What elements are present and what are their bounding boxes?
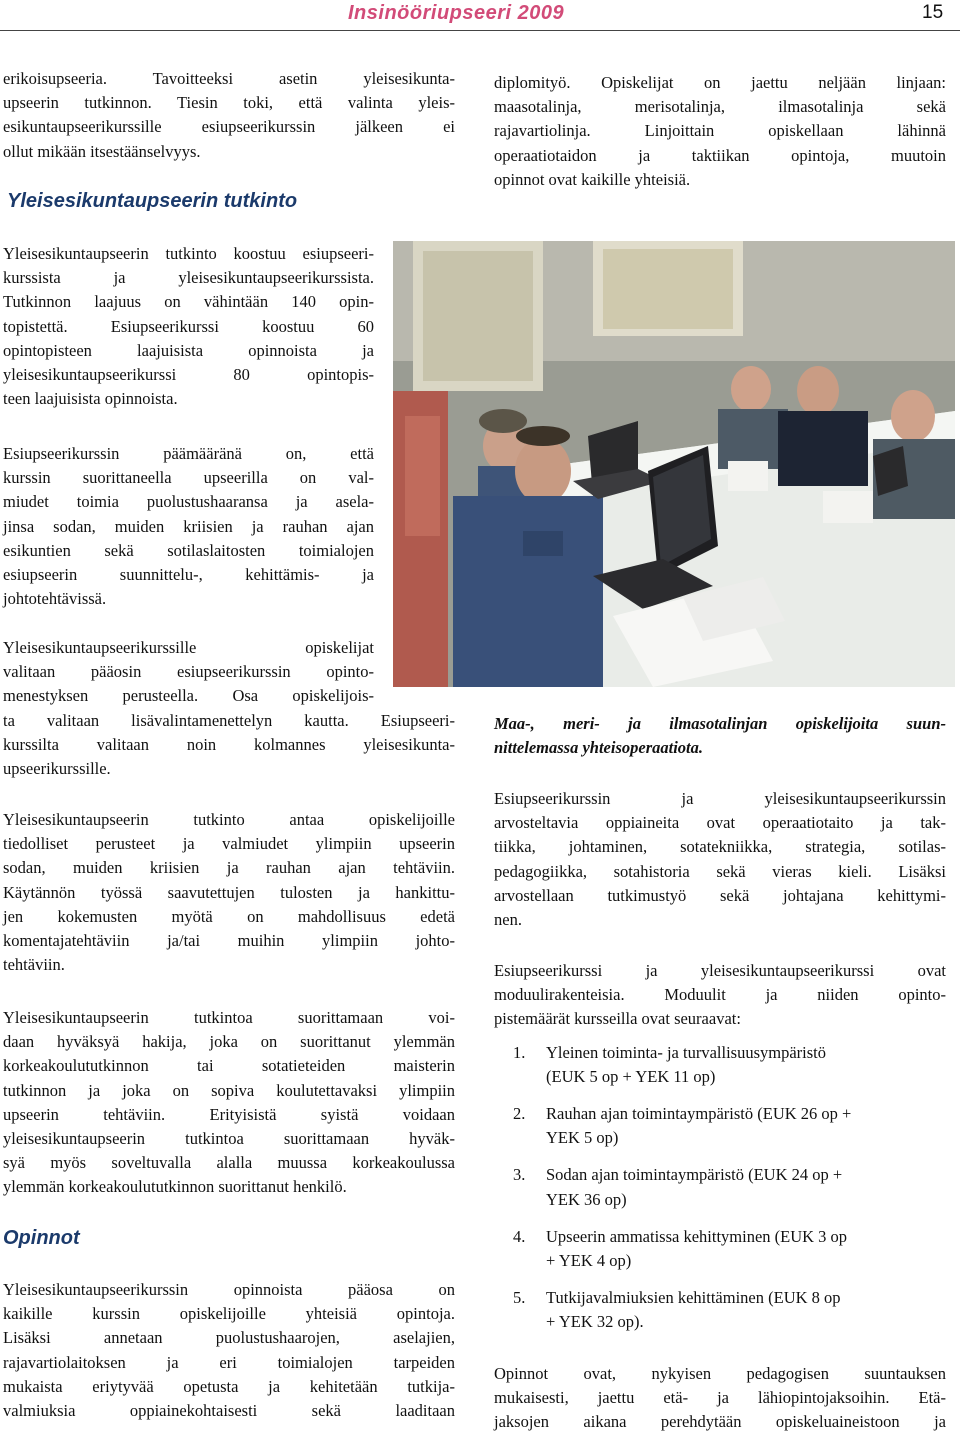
list-text: Tutkijavalmiuksien kehittäminen (EUK 8 op — [546, 1287, 841, 1307]
text-line: upseerin tutkinnon. Tiesin toki, että valinta yleis- — [3, 93, 455, 113]
paragraph — [3, 1006, 455, 1200]
text-line: Yleisesikuntaupseerin tutkinto koostuu esiupseeri- — [3, 244, 374, 263]
text-line: mukaista eriytyvää opetusta ja kehitetään tutkija- — [3, 1376, 455, 1396]
text-line: esiupseerin suunnittelu-, kehittämis- ja — [3, 565, 374, 585]
classroom-photo — [393, 241, 955, 687]
list-text: Sodan ajan toimintaympäristö (EUK 24 op + — [546, 1165, 843, 1185]
text-line: upseerikurssille. — [3, 759, 111, 779]
text-line: yleisesikuntaupseerin tutkintoa suorittamaan hyväk- — [3, 1129, 455, 1149]
text-line: nen. — [494, 910, 522, 930]
text-line: Lisäksi annetaan puolustushaarojen, aselajien, — [3, 1328, 455, 1348]
text-line: johtotehtävissä. — [3, 589, 107, 609]
list-number: 1. — [513, 1043, 526, 1062]
list-text: Yleinen toiminta- ja turvallisuusympäristö — [546, 1043, 826, 1062]
text-line: ta valitaan lisävalintamenettelyn kautta. Esiupseeri- — [3, 710, 455, 730]
list-number: 2. — [513, 1104, 526, 1124]
list-text: Upseerin ammatissa kehittyminen (EUK 3 op — [546, 1226, 848, 1246]
list-text: (EUK 5 op + YEK 11 op) — [546, 1067, 716, 1087]
page-number: 15 — [922, 2, 944, 23]
publication-title: Insinööriupseeri 2009 — [348, 2, 565, 24]
paragraph — [494, 787, 946, 932]
text-line: esikuntaupseerikurssille esiupseerikurssin jälkeen ei — [3, 117, 455, 137]
text-line: topistettä. Esiupseerikurssi koostuu 60 — [3, 316, 374, 336]
text-line: opinnot ovat kaikille yhteisiä. — [494, 169, 691, 189]
list-item — [513, 1225, 949, 1273]
list-item — [513, 1163, 949, 1211]
photo-caption — [494, 712, 946, 760]
section-heading: Opinnot — [3, 1227, 80, 1249]
text-line: opintopisteen laajuisista opinnoista ja — [3, 340, 374, 360]
text-line: menestyksen perusteella. Osa opiskelijois- — [3, 686, 374, 706]
paragraph — [494, 959, 946, 1032]
text-line: diplomityö. Opiskelijat on jaettu neljään linjaan: — [494, 73, 946, 92]
text-line: kaikille kurssin opiskelijoille yhteisiä opintoja. — [3, 1304, 455, 1324]
text-line: erikoisupseeria. Tavoitteeksi asetin yleisesikunta- — [3, 69, 455, 88]
text-line: pedagogiikka, sotahistoria sekä vieras kieli. Lisäksi — [494, 861, 946, 881]
list-text: Rauhan ajan toimintaympäristö (EUK 26 op + — [546, 1104, 852, 1124]
text-line: Opinnot ovat, nykyisen pedagogisen suuntauksen — [494, 1364, 946, 1383]
paragraph — [494, 1362, 946, 1435]
text-line: Yleisesikuntaupseerin tutkinto antaa opiskelijoille — [3, 810, 455, 829]
text-line: moduulirakenteisia. Moduulit ja niiden opinto- — [494, 985, 946, 1005]
text-line: valitaan pääosin esiupseerikurssin opinto- — [3, 662, 374, 682]
text-line: syä myös soveltuvalla alalla muussa korkeakoulussa — [3, 1153, 455, 1173]
module-list — [513, 1041, 949, 1347]
list-text: + YEK 4 op) — [546, 1250, 632, 1270]
list-text: YEK 36 op) — [546, 1189, 627, 1209]
text-line: Esiupseerikurssin päämääränä on, että — [3, 444, 374, 463]
paragraph — [3, 808, 455, 977]
text-line: kurssilta valitaan noin kolmannes yleisesikunta- — [3, 734, 455, 754]
text-line: kurssista ja yleisesikuntaupseerikurssista. — [3, 268, 374, 288]
text-line: pistemäärät kursseilla ovat seuraavat: — [494, 1009, 741, 1029]
paragraph — [3, 1278, 455, 1423]
text-line: Yleisesikuntaupseerin tutkintoa suorittamaan voi- — [3, 1008, 455, 1027]
text-line: jen kokemusten myötä on mahdollisuus edetä — [3, 906, 455, 926]
intro-paragraph — [3, 67, 455, 164]
text-line: esikuntien sekä sotilaslaitosten toimialojen — [3, 540, 374, 560]
caption-line: nittelemassa yhteisoperaatiota. — [494, 738, 703, 757]
text-line: ylemmän korkeakoulututkinnon suorittanut henkilö. — [3, 1177, 347, 1197]
text-line: jaksojen aikana perehdytään opiskeluaineistoon ja — [494, 1412, 946, 1432]
text-line: tiikka, johtaminen, sotatekniikka, strategia, sotilas- — [494, 837, 946, 857]
text-line: tehtäviin. — [3, 955, 65, 975]
text-line: Käytännön työssä saavutettujen tulosten ja hankittu- — [3, 882, 455, 902]
paragraph — [3, 242, 374, 411]
section-heading: Yleisesikuntaupseerin tutkinto — [7, 190, 298, 212]
text-line: korkeakoulututkinnon tai sotatieteiden maisterin — [3, 1056, 455, 1076]
text-line: rajavartiolaitoksen ja eri toimialojen tarpeiden — [3, 1352, 455, 1372]
text-line: valmiuksia oppiainekohtaisesti sekä laaditaan — [3, 1401, 455, 1421]
list-item — [513, 1102, 949, 1150]
text-line: arvosteltavia oppiaineita ovat operaatiotaito ja tak- — [494, 813, 946, 833]
list-item — [513, 1286, 949, 1334]
text-line: upseerin tehtäviin. Erityisistä syistä voidaan — [3, 1104, 455, 1124]
text-line: maasotalinja, merisotalinja, ilmasotalinja sekä — [494, 97, 946, 117]
list-text: YEK 5 op) — [546, 1128, 619, 1148]
text-line: operaatiotaidon ja taktiikan opintoja, muutoin — [494, 145, 946, 165]
text-line: Yleisesikuntaupseerikurssin opinnoista pääosa on — [3, 1280, 455, 1299]
text-line: Tutkinnon laajuus on vähintään 140 opin- — [3, 292, 374, 312]
text-line: arvostellaan tutkimustyö sekä johtajana kehittymi- — [494, 885, 946, 905]
text-line: teen laajuisista opinnoista. — [3, 389, 178, 409]
text-line: Esiupseerikurssi ja yleisesikuntaupseerikurssi ovat — [494, 961, 946, 980]
caption-line: Maa-, meri- ja ilmasotalinjan opiskelijoita suun- — [494, 714, 946, 733]
header-divider — [0, 30, 960, 31]
text-line: miudet toimia puolustushaaransa ja asela- — [3, 492, 374, 512]
list-number: 3. — [513, 1165, 526, 1185]
text-line: tutkinnon ja joka on sopiva koulutettavaksi ylimpiin — [3, 1080, 455, 1100]
list-number: 5. — [513, 1287, 526, 1307]
text-line: yleisesikuntaupseerikurssi 80 opintopis- — [3, 365, 374, 385]
text-line: kurssin suorittaneella upseerilla on val- — [3, 468, 374, 488]
text-line: komentajatehtäviin ja/tai muihin ylimpiin johto- — [3, 931, 455, 951]
text-line: Yleisesikuntaupseerikurssille opiskelijat — [3, 638, 374, 657]
text-line: tiedolliset perusteet ja valmiudet ylimpiin upseerin — [3, 834, 455, 854]
text-line: mukaisesti, jaettu etä- ja lähiopintojaksoihin. Etä- — [494, 1388, 946, 1408]
text-line: Esiupseerikurssin ja yleisesikuntaupseerikurssin — [494, 789, 946, 808]
text-line: daan hyväksyä hakija, joka on suorittanut ylemmän — [3, 1032, 455, 1052]
paragraph — [494, 71, 946, 192]
paragraph — [3, 442, 374, 611]
list-number: 4. — [513, 1226, 526, 1246]
text-line: rajavartiolinja. Linjoittain opiskellaan lähinnä — [494, 121, 946, 141]
list-item — [513, 1041, 949, 1089]
text-line: ollut mikään itsestäänselvyys. — [3, 141, 201, 161]
paragraph — [3, 636, 455, 781]
list-text: + YEK 32 op). — [546, 1312, 644, 1332]
text-line: sodan, muiden kriisien ja rauhan ajan tehtäviin. — [3, 858, 455, 878]
text-line: jinsa sodan, muiden kriisien ja rauhan ajan — [3, 516, 374, 536]
